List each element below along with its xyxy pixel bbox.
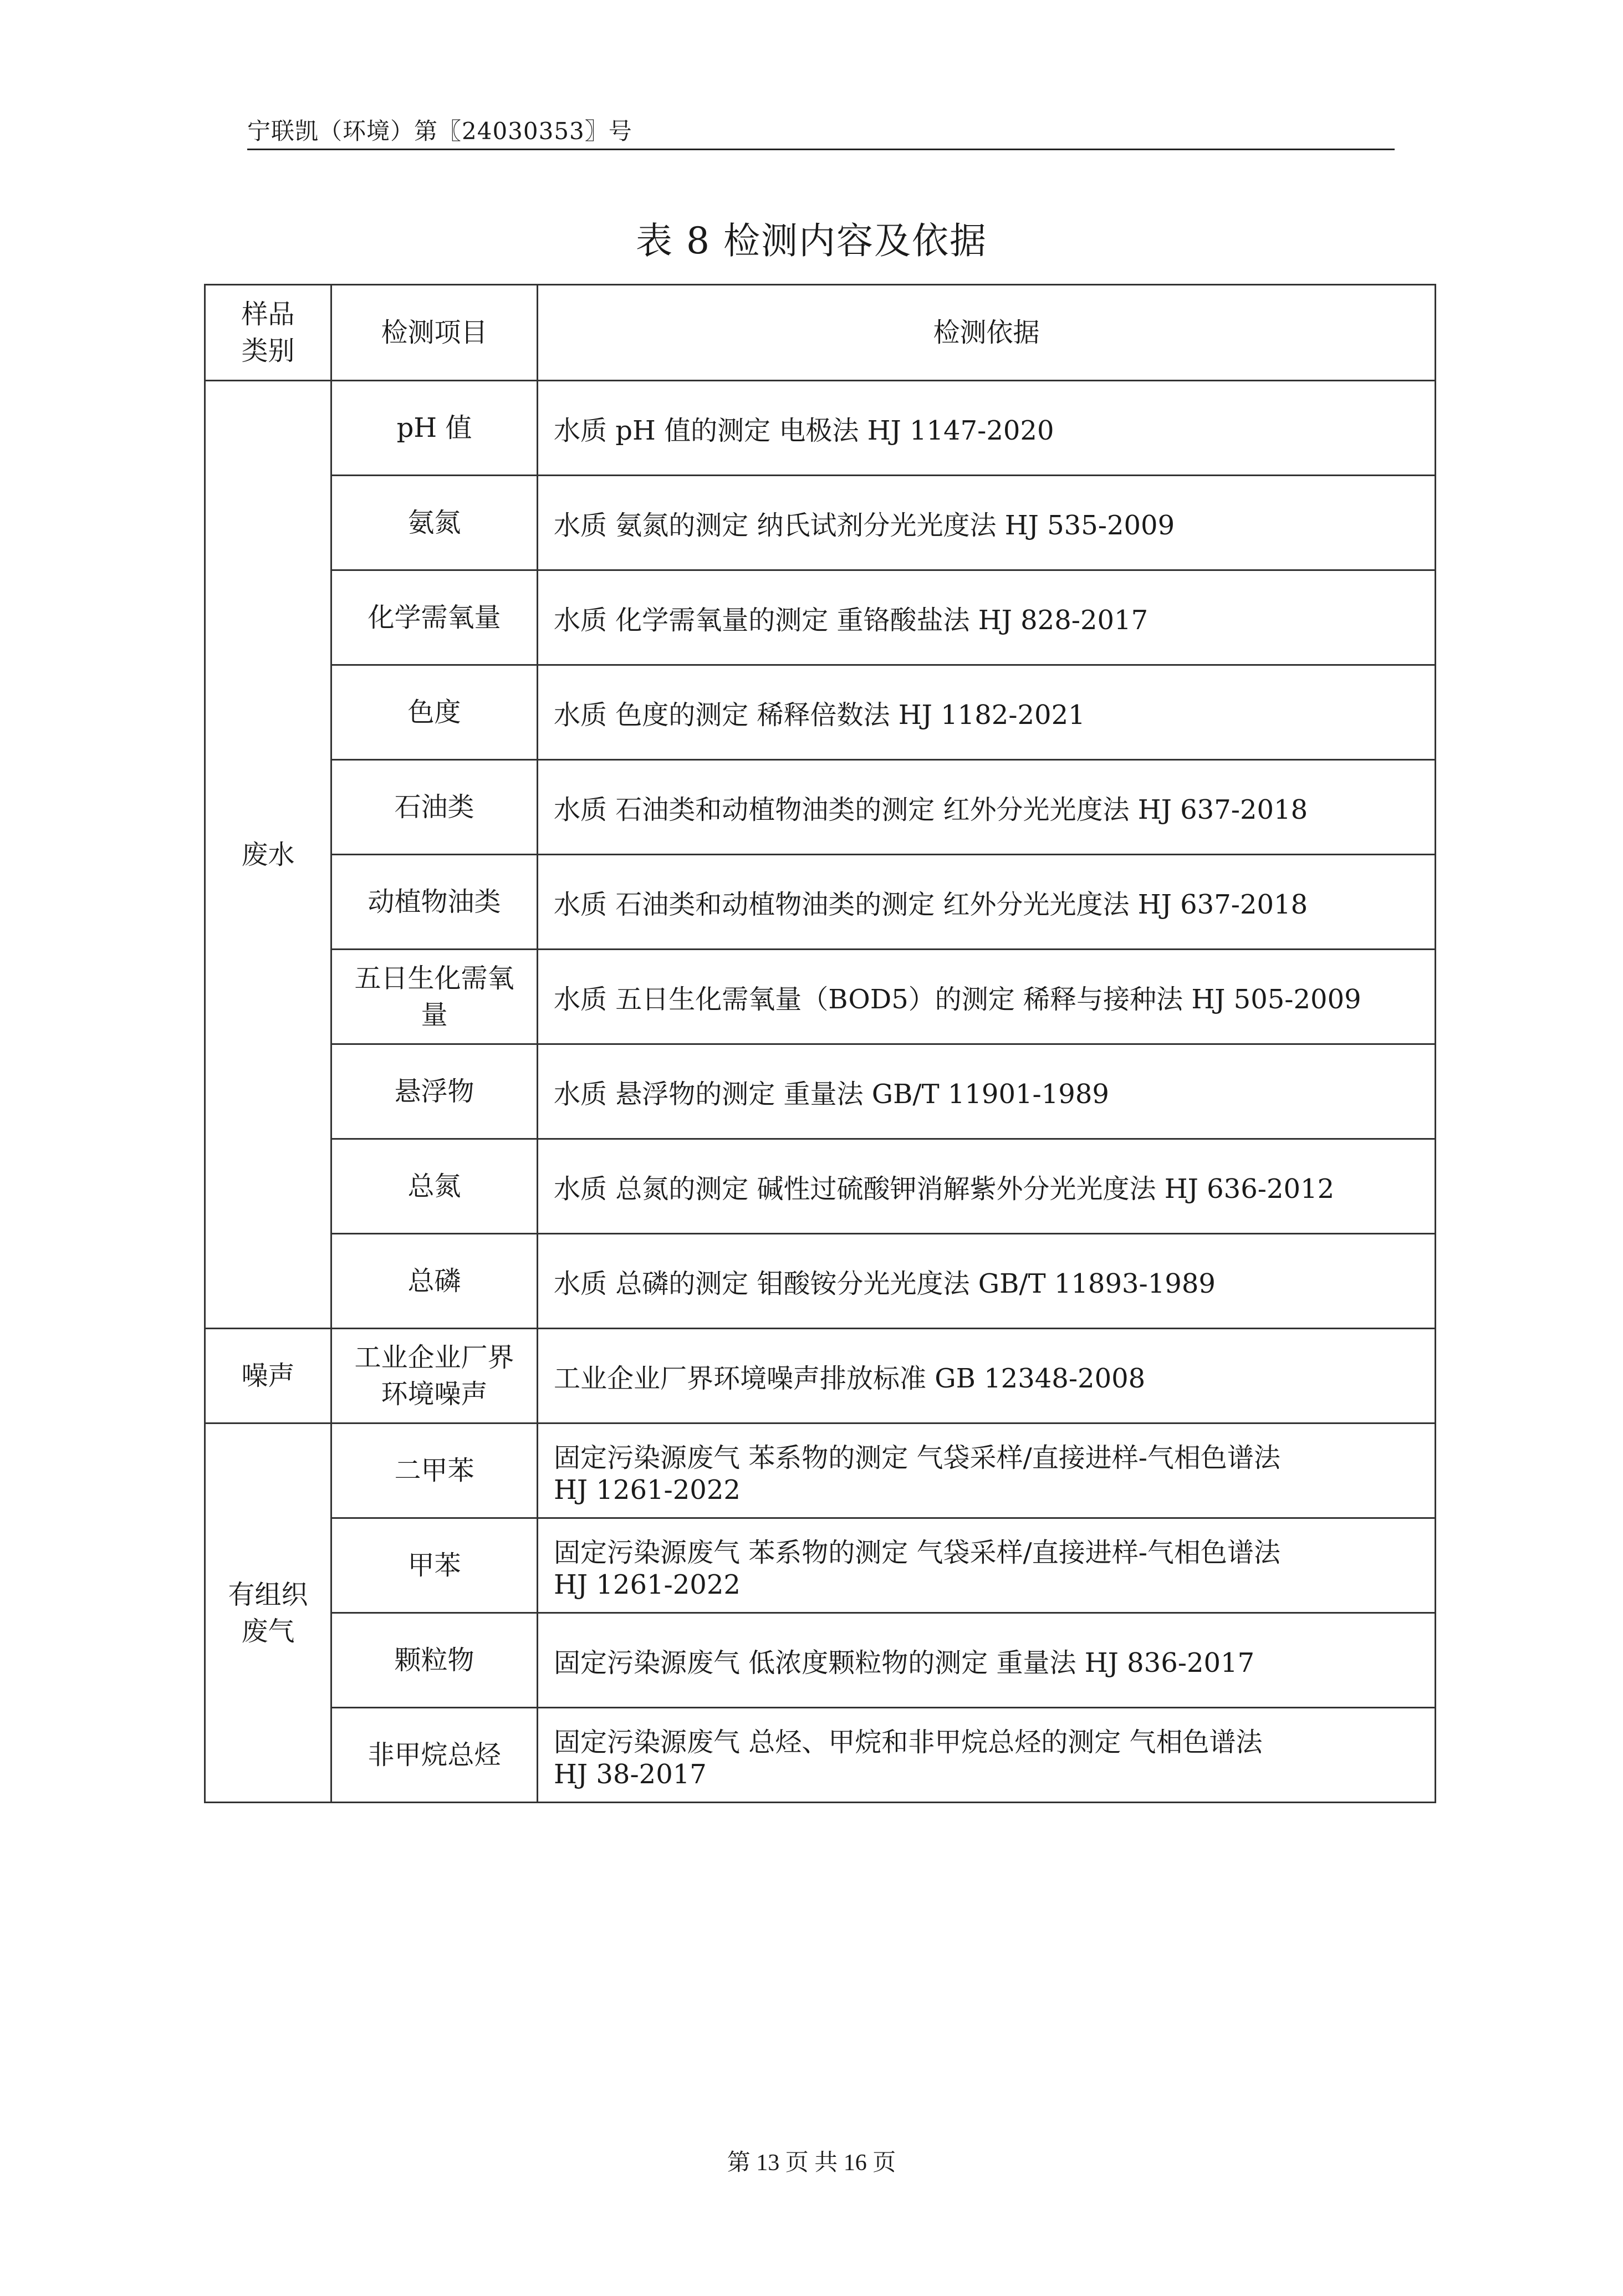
- sample-category-cell: 有组织废气: [205, 1423, 331, 1803]
- table-row: [205, 1708, 1436, 1803]
- table-title: 表 8 检测内容及依据: [636, 220, 987, 262]
- detection-item-cell: 甲苯: [331, 1518, 538, 1613]
- detection-basis-cell: 固定污染源废气 苯系物的测定 气袋采样/直接进样-气相色谱法 HJ 1261-2022: [538, 1518, 1436, 1613]
- detection-item-cell: 总氮: [331, 1139, 538, 1234]
- header-sample-category: 样品 类别: [205, 285, 331, 381]
- detection-item-cell: pH 值: [331, 381, 538, 476]
- detection-basis-cell: 水质 氨氮的测定 纳氏试剂分光光度法 HJ 535-2009: [538, 476, 1436, 570]
- detection-basis-cell: 水质 悬浮物的测定 重量法 GB/T 11901-1989: [538, 1044, 1436, 1139]
- detection-item-cell: 氨氮: [331, 476, 538, 570]
- detection-basis-cell: 水质 五日生化需氧量（BOD5）的测定 稀释与接种法 HJ 505-2009: [538, 950, 1436, 1044]
- detection-item-cell: 工业企业厂界环境噪声: [331, 1329, 538, 1423]
- table-row: [205, 665, 1436, 760]
- detection-item-cell: 石油类: [331, 760, 538, 855]
- page-number: 第 13 页 共 16 页: [727, 2150, 896, 2176]
- table-row: [205, 950, 1436, 1044]
- detection-basis-cell: 水质 化学需氧量的测定 重铬酸盐法 HJ 828-2017: [538, 570, 1436, 665]
- detection-item-cell: 颗粒物: [331, 1613, 538, 1708]
- detection-basis-table: [204, 284, 1436, 1803]
- document-header-number: 宁联凯（环境）第〖24030353〗号: [247, 114, 1395, 150]
- detection-basis-cell: 固定污染源废气 苯系物的测定 气袋采样/直接进样-气相色谱法 HJ 1261-2022: [538, 1423, 1436, 1518]
- header-detection-basis: 检测依据: [538, 285, 1436, 381]
- detection-basis-cell: 固定污染源废气 总烃、甲烷和非甲烷总烃的测定 气相色谱法 HJ 38-2017: [538, 1708, 1436, 1803]
- detection-item-cell: 动植物油类: [331, 855, 538, 950]
- table-row: [205, 1613, 1436, 1708]
- table-row: [205, 1518, 1436, 1613]
- table-row: [205, 855, 1436, 950]
- detection-basis-cell: 水质 石油类和动植物油类的测定 红外分光光度法 HJ 637-2018: [538, 855, 1436, 950]
- table-row: [205, 760, 1436, 855]
- detection-item-cell: 化学需氧量: [331, 570, 538, 665]
- detection-item-cell: 二甲苯: [331, 1423, 538, 1518]
- detection-item-cell: 非甲烷总烃: [331, 1708, 538, 1803]
- detection-basis-cell: 水质 总氮的测定 碱性过硫酸钾消解紫外分光光度法 HJ 636-2012: [538, 1139, 1436, 1234]
- detection-basis-cell: 水质 pH 值的测定 电极法 HJ 1147-2020: [538, 381, 1436, 476]
- detection-item-cell: 总磷: [331, 1234, 538, 1329]
- detection-basis-cell: 固定污染源废气 低浓度颗粒物的测定 重量法 HJ 836-2017: [538, 1613, 1436, 1708]
- sample-category-cell: 废水: [205, 381, 331, 1329]
- detection-basis-cell: 工业企业厂界环境噪声排放标准 GB 12348-2008: [538, 1329, 1436, 1423]
- detection-item-cell: 色度: [331, 665, 538, 760]
- table-body: [205, 381, 1436, 1803]
- sample-category-cell: 噪声: [205, 1329, 331, 1423]
- table-row: [205, 1329, 1436, 1423]
- table-row: [205, 476, 1436, 570]
- table-row: [205, 1423, 1436, 1518]
- header-detection-item: 检测项目: [331, 285, 538, 381]
- table-row: [205, 570, 1436, 665]
- table-header-row: [205, 285, 1436, 381]
- table-row: [205, 1139, 1436, 1234]
- table-row: [205, 381, 1436, 476]
- table-row: [205, 1044, 1436, 1139]
- table-row: [205, 1234, 1436, 1329]
- detection-basis-cell: 水质 总磷的测定 钼酸铵分光光度法 GB/T 11893-1989: [538, 1234, 1436, 1329]
- detection-basis-cell: 水质 色度的测定 稀释倍数法 HJ 1182-2021: [538, 665, 1436, 760]
- detection-item-cell: 五日生化需氧量: [331, 950, 538, 1044]
- detection-basis-cell: 水质 石油类和动植物油类的测定 红外分光光度法 HJ 637-2018: [538, 760, 1436, 855]
- detection-item-cell: 悬浮物: [331, 1044, 538, 1139]
